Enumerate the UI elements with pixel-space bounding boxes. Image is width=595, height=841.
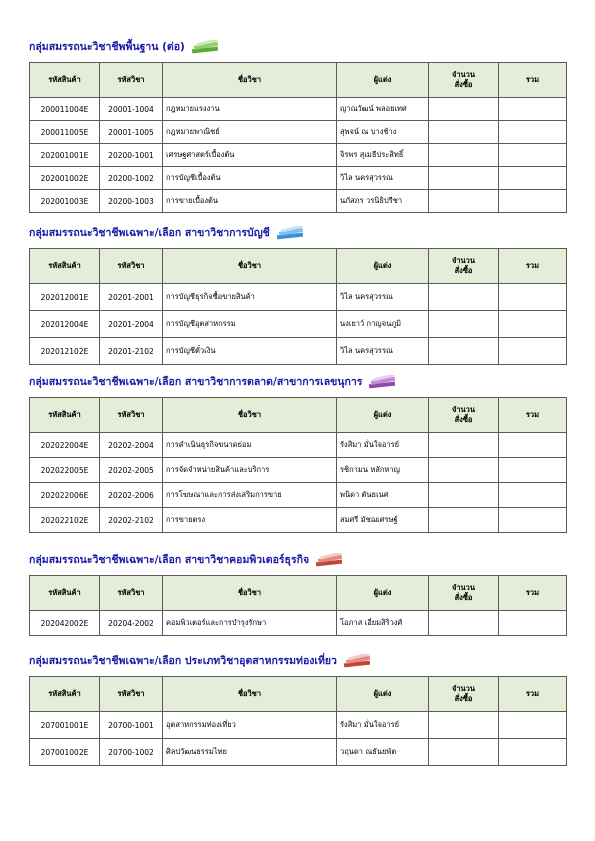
blue-books-icon — [276, 226, 306, 240]
table-row — [30, 739, 567, 766]
cell-course-code: 20200-1001 — [100, 144, 163, 167]
cell-product-code: 200011005E — [30, 121, 100, 144]
header-course-code: รหัสวิชา — [100, 249, 163, 284]
cell-total[interactable] — [499, 311, 567, 338]
cell-order-qty[interactable] — [429, 712, 499, 739]
red-books-icon — [343, 654, 373, 668]
cell-product-code: 207001002E — [30, 739, 100, 766]
cell-course-code: 20202-2004 — [100, 433, 163, 458]
cell-product-code: 202042002E — [30, 611, 100, 636]
cell-course-code: 20201-2004 — [100, 311, 163, 338]
cell-author: นภัสภร วรนิธิปรีชา — [337, 190, 429, 213]
cell-author: รังสิมา มั่นใจอารย์ — [337, 433, 429, 458]
cell-course-code: 20201-2001 — [100, 284, 163, 311]
purple-books-icon — [368, 375, 398, 389]
header-course-code: รหัสวิชา — [100, 576, 163, 611]
table-row — [30, 284, 567, 311]
cell-total[interactable] — [499, 98, 567, 121]
cell-total[interactable] — [499, 167, 567, 190]
cell-course-name: การบัญชีเบื้องต้น — [163, 167, 337, 190]
header-order-qty-line2: สั่งซื้อ — [454, 80, 473, 89]
header-order-qty-line1: จำนวน — [451, 684, 476, 693]
cell-product-code: 202012004E — [30, 311, 100, 338]
header-course-code: รหัสวิชา — [100, 677, 163, 712]
header-product-code: รหัสสินค้า — [30, 63, 100, 98]
cell-author: นงเยาว์ กาญจนภูมิ — [337, 311, 429, 338]
cell-order-qty[interactable] — [429, 167, 499, 190]
cell-author: วฤนดา ณธันยพัต — [337, 739, 429, 766]
table-header-row — [30, 576, 567, 611]
header-author: ผู้แต่ง — [337, 63, 429, 98]
cell-order-qty[interactable] — [429, 121, 499, 144]
cell-author: วิไล นครสุวรรณ — [337, 338, 429, 365]
cell-order-qty[interactable] — [429, 739, 499, 766]
cell-total[interactable] — [499, 712, 567, 739]
table-row — [30, 433, 567, 458]
cell-author: วิไล นครสุวรรณ — [337, 284, 429, 311]
cell-course-code: 20700-1002 — [100, 739, 163, 766]
cell-product-code: 207001001E — [30, 712, 100, 739]
header-order-qty-line1: จำนวน — [451, 70, 476, 79]
cell-course-name: การบัญชีธุรกิจซื้อขายสินค้า — [163, 284, 337, 311]
cell-total[interactable] — [499, 483, 567, 508]
cell-total[interactable] — [499, 508, 567, 533]
cell-course-name: คอมพิวเตอร์และการบำรุงรักษา — [163, 611, 337, 636]
cell-course-name: กฎหมายแรงงาน — [163, 98, 337, 121]
cell-course-name: การจัดจำหน่ายสินค้าและบริการ — [163, 458, 337, 483]
table-row — [30, 483, 567, 508]
header-course-code: รหัสวิชา — [100, 63, 163, 98]
header-author: ผู้แต่ง — [337, 677, 429, 712]
header-order-qty — [429, 63, 499, 98]
cell-product-code: 202001001E — [30, 144, 100, 167]
table-row — [30, 508, 567, 533]
cell-course-code: 20200-1002 — [100, 167, 163, 190]
cell-total[interactable] — [499, 458, 567, 483]
header-author: ผู้แต่ง — [337, 576, 429, 611]
cell-course-name: การโฆษณาและการส่งเสริมการขาย — [163, 483, 337, 508]
header-author: ผู้แต่ง — [337, 249, 429, 284]
header-order-qty — [429, 398, 499, 433]
header-total: รวม — [499, 63, 567, 98]
cell-order-qty[interactable] — [429, 284, 499, 311]
table-header-row — [30, 398, 567, 433]
red-books-icon — [315, 553, 345, 567]
header-order-qty — [429, 677, 499, 712]
table-row — [30, 167, 567, 190]
table-row — [30, 144, 567, 167]
cell-total[interactable] — [499, 739, 567, 766]
section-title — [29, 373, 398, 391]
header-course-name: ชื่อวิชา — [163, 398, 337, 433]
section-title — [29, 38, 221, 56]
header-course-name: ชื่อวิชา — [163, 63, 337, 98]
cell-course-code: 20001-1005 — [100, 121, 163, 144]
header-order-qty-line1: จำนวน — [451, 256, 476, 265]
table-row — [30, 311, 567, 338]
cell-course-name: กฎหมายพาณิชย์ — [163, 121, 337, 144]
cell-total[interactable] — [499, 433, 567, 458]
cell-course-code: 20202-2102 — [100, 508, 163, 533]
header-product-code: รหัสสินค้า — [30, 576, 100, 611]
cell-product-code: 202012102E — [30, 338, 100, 365]
cell-author: รชิกามน หลักหาญ — [337, 458, 429, 483]
cell-product-code: 202001003E — [30, 190, 100, 213]
cell-course-code: 20204-2002 — [100, 611, 163, 636]
cell-course-name: การบัญชีอุตสาหกรรม — [163, 311, 337, 338]
header-product-code: รหัสสินค้า — [30, 249, 100, 284]
cell-total[interactable] — [499, 284, 567, 311]
cell-course-name: เศรษฐศาสตร์เบื้องต้น — [163, 144, 337, 167]
cell-order-qty[interactable] — [429, 611, 499, 636]
course-table — [29, 248, 567, 365]
section-title-text: กลุ่มสมรรถนะวิชาชีพเฉพาะ/เลือก สาขาวิชาการตลาด/สาขาการเลขนุการ — [29, 376, 363, 388]
cell-course-code: 20202-2005 — [100, 458, 163, 483]
table-header-row — [30, 677, 567, 712]
table-header-row — [30, 63, 567, 98]
cell-total[interactable] — [499, 121, 567, 144]
section-title — [29, 224, 306, 242]
cell-author: สมศรี มัชฌเศรษฐ์ — [337, 508, 429, 533]
cell-author: พนิดา ตันธเนศ — [337, 483, 429, 508]
cell-author: รังสิมา มั่นใจอารย์ — [337, 712, 429, 739]
header-total: รวม — [499, 249, 567, 284]
header-total: รวม — [499, 677, 567, 712]
header-total: รวม — [499, 576, 567, 611]
header-author: ผู้แต่ง — [337, 398, 429, 433]
cell-author: โอภาส เอี่ยมสิริวงศ์ — [337, 611, 429, 636]
table-row — [30, 611, 567, 636]
cell-course-name: การขายตรง — [163, 508, 337, 533]
course-table — [29, 397, 567, 533]
table-header-row — [30, 249, 567, 284]
cell-product-code: 202022005E — [30, 458, 100, 483]
cell-course-code: 20001-1004 — [100, 98, 163, 121]
course-table — [29, 575, 567, 636]
header-order-qty-line2: สั่งซื้อ — [454, 415, 473, 424]
cell-course-code: 20202-2006 — [100, 483, 163, 508]
section-title — [29, 551, 345, 569]
cell-total[interactable] — [499, 338, 567, 365]
header-course-name: ชื่อวิชา — [163, 249, 337, 284]
cell-product-code: 202022102E — [30, 508, 100, 533]
header-order-qty-line2: สั่งซื้อ — [454, 266, 473, 275]
cell-course-name: การบัญชีตั๋วเงิน — [163, 338, 337, 365]
cell-course-name: การดำเนินธุรกิจขนาดย่อม — [163, 433, 337, 458]
cell-total[interactable] — [499, 611, 567, 636]
cell-course-name: ศิลปวัฒนธรรมไทย — [163, 739, 337, 766]
course-table — [29, 62, 567, 213]
header-order-qty-line1: จำนวน — [451, 405, 476, 414]
cell-author: จิรพร สุเมธีประสิทธิ์ — [337, 144, 429, 167]
cell-order-qty[interactable] — [429, 483, 499, 508]
header-product-code: รหัสสินค้า — [30, 398, 100, 433]
table-row — [30, 190, 567, 213]
section-title-text: กลุ่มสมรรถนะวิชาชีพพื้นฐาน (ต่อ) — [29, 41, 185, 53]
cell-total[interactable] — [499, 144, 567, 167]
cell-course-name: อุตสาหกรรมท่องเที่ยว — [163, 712, 337, 739]
cell-product-code: 202001002E — [30, 167, 100, 190]
cell-author: สุพจน์ ณ บางช้าง — [337, 121, 429, 144]
cell-order-qty[interactable] — [429, 433, 499, 458]
course-table — [29, 676, 567, 766]
section-title-text: กลุ่มสมรรถนะวิชาชีพเฉพาะ/เลือก สาขาวิชาคอมพิวเตอร์ธุรกิจ — [29, 554, 310, 566]
header-course-name: ชื่อวิชา — [163, 576, 337, 611]
table-row — [30, 121, 567, 144]
table-row — [30, 98, 567, 121]
header-order-qty-line1: จำนวน — [451, 583, 476, 592]
cell-order-qty[interactable] — [429, 311, 499, 338]
section-title-text: กลุ่มสมรรถนะวิชาชีพเฉพาะ/เลือก ประเภทวิชาอุตสาหกรรมท่องเที่ยว — [29, 655, 337, 667]
cell-order-qty[interactable] — [429, 338, 499, 365]
header-product-code: รหัสสินค้า — [30, 677, 100, 712]
cell-order-qty[interactable] — [429, 98, 499, 121]
cell-author: วิไล นครสุวรรณ — [337, 167, 429, 190]
cell-product-code: 200011004E — [30, 98, 100, 121]
cell-course-code: 20200-1003 — [100, 190, 163, 213]
cell-course-name: การขายเบื้องต้น — [163, 190, 337, 213]
green-books-icon — [191, 40, 221, 54]
table-row — [30, 712, 567, 739]
header-total: รวม — [499, 398, 567, 433]
cell-order-qty[interactable] — [429, 508, 499, 533]
header-order-qty — [429, 576, 499, 611]
cell-product-code: 202012001E — [30, 284, 100, 311]
cell-order-qty[interactable] — [429, 190, 499, 213]
cell-total[interactable] — [499, 190, 567, 213]
cell-course-code: 20201-2102 — [100, 338, 163, 365]
cell-author: ญาณวัฒน์ พลอยเทศ — [337, 98, 429, 121]
section-title-text: กลุ่มสมรรถนะวิชาชีพเฉพาะ/เลือก สาขาวิชาการบัญชี — [29, 227, 270, 239]
table-row — [30, 338, 567, 365]
header-order-qty-line2: สั่งซื้อ — [454, 593, 473, 602]
header-order-qty — [429, 249, 499, 284]
header-order-qty-line2: สั่งซื้อ — [454, 694, 473, 703]
cell-order-qty[interactable] — [429, 144, 499, 167]
header-course-code: รหัสวิชา — [100, 398, 163, 433]
cell-order-qty[interactable] — [429, 458, 499, 483]
cell-product-code: 202022004E — [30, 433, 100, 458]
cell-course-code: 20700-1001 — [100, 712, 163, 739]
section-title — [29, 652, 373, 670]
cell-product-code: 202022006E — [30, 483, 100, 508]
table-row — [30, 458, 567, 483]
header-course-name: ชื่อวิชา — [163, 677, 337, 712]
